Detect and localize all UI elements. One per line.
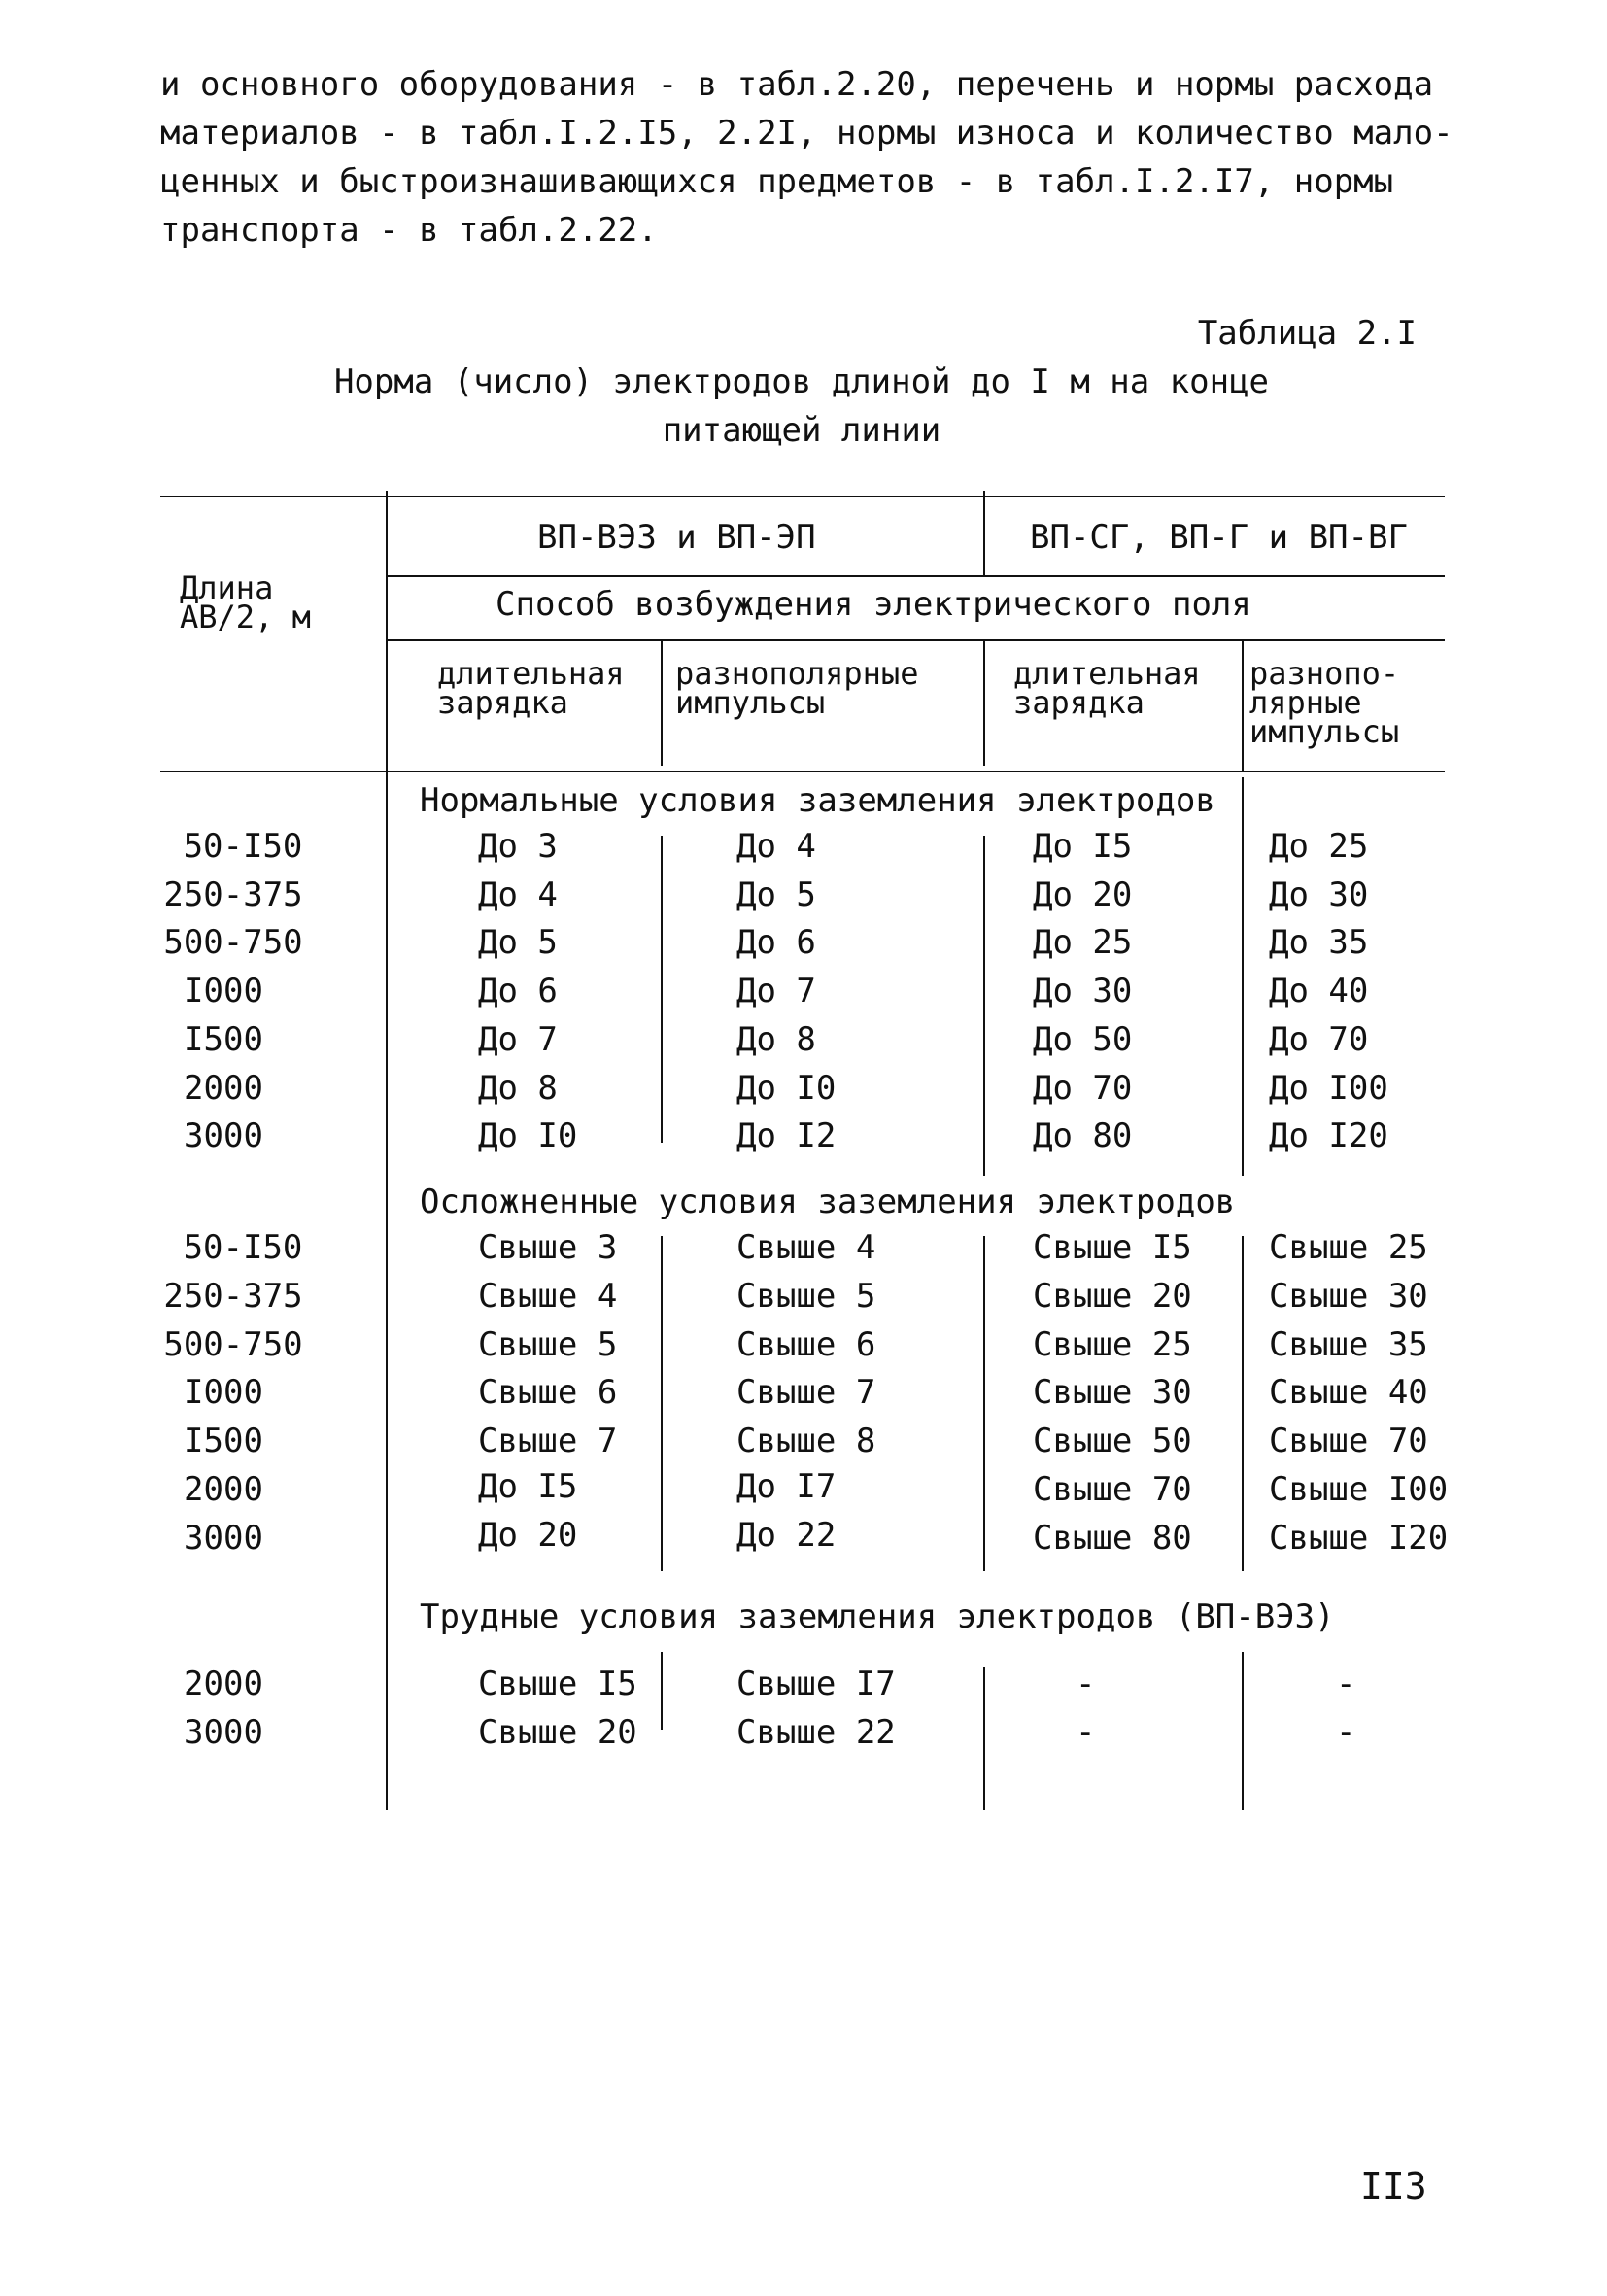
table-cell: Свыше 25: [1269, 1228, 1428, 1267]
table-cell: До 30: [1033, 972, 1133, 1011]
header-group-vez: ВП-ВЭЗ и ВП-ЭП: [537, 518, 816, 557]
header-sub-pulses: разнополярные импульсы: [675, 655, 919, 721]
header-group-sg: ВП-СГ, ВП-Г и ВП-ВГ: [1030, 518, 1408, 557]
table-cell: Свыше I20: [1269, 1519, 1449, 1558]
table-cell: Свыше 7: [478, 1422, 618, 1460]
table-cell: До 4: [736, 827, 816, 866]
table-cell: -: [1336, 1713, 1356, 1752]
table-cell: До I0: [736, 1069, 837, 1108]
table-cell: До 35: [1269, 923, 1369, 962]
table-cell: До I0: [478, 1116, 578, 1155]
table-cell: -: [1076, 1713, 1096, 1752]
body-divider-c1: [661, 1236, 663, 1571]
table-cell: Свыше 20: [478, 1713, 637, 1752]
table-cell: Свыше 40: [1269, 1373, 1428, 1412]
body-divider-c1: [661, 1652, 663, 1730]
table-cell: До 6: [478, 972, 558, 1011]
table-cell: Свыше I5: [1033, 1228, 1192, 1267]
body-divider-c1: [661, 836, 663, 1143]
section-title: Нормальные условия заземления электродов: [420, 781, 1215, 820]
body-divider-c2: [983, 1667, 985, 1810]
table-cell: До I5: [478, 1467, 578, 1506]
header-rule-method: [387, 639, 1445, 641]
table-cell: До 70: [1269, 1020, 1369, 1059]
body-divider-c3: [1242, 1652, 1244, 1810]
table-cell: До 5: [736, 875, 816, 914]
table-cell: До 4: [478, 875, 558, 914]
length-cell: I500: [184, 1020, 263, 1059]
table-cell: Свыше 5: [736, 1277, 876, 1316]
table-cell: До 6: [736, 923, 816, 962]
divider-length-col: [386, 491, 388, 777]
section-title: Осложненные условия заземления электродов: [420, 1182, 1236, 1221]
body-divider-length-col: [386, 772, 388, 1810]
table-cell: -: [1076, 1664, 1096, 1703]
table-cell: Свыше 4: [736, 1228, 876, 1267]
table-cell: До I5: [1033, 827, 1133, 866]
divider-sub2: [983, 639, 985, 766]
length-cell: 50-I50: [183, 1228, 303, 1267]
table-top-rule: [160, 496, 1445, 497]
length-cell: 500-750: [163, 1325, 303, 1364]
table-cell: До 22: [736, 1516, 837, 1555]
length-cell: 50-I50: [183, 827, 303, 866]
table-cell: Свыше 6: [736, 1325, 876, 1364]
divider-sub3: [1242, 639, 1244, 771]
table-cell: Свыше 8: [736, 1422, 876, 1460]
table-cell: До 30: [1269, 875, 1369, 914]
table-cell: Свыше 70: [1033, 1470, 1192, 1509]
header-sub-long-charge: длительная зарядка: [1013, 655, 1201, 721]
header-bottom-rule: [160, 771, 1445, 772]
table-cell: До 25: [1033, 923, 1133, 962]
table-cell: -: [1336, 1664, 1356, 1703]
length-cell: 2000: [184, 1470, 263, 1509]
table-cell: До 8: [736, 1020, 816, 1059]
table-cell: До 3: [478, 827, 558, 866]
table-cell: Свыше 50: [1033, 1422, 1192, 1460]
table-cell: До 7: [478, 1020, 558, 1059]
body-divider-c2: [983, 1236, 985, 1571]
table-cell: До 20: [478, 1516, 578, 1555]
table-cell: Свыше 22: [736, 1713, 896, 1752]
table-cell: Свыше 4: [478, 1277, 618, 1316]
table-cell: Свыше 7: [736, 1373, 876, 1412]
table-cell: Свыше 6: [478, 1373, 618, 1412]
table-cell: До 25: [1269, 827, 1369, 866]
table-cell: Свыше 30: [1269, 1277, 1428, 1316]
section-title: Трудные условия заземления электродов (ВП-ВЭЗ): [420, 1597, 1335, 1636]
length-cell: I000: [184, 1373, 263, 1412]
table-cell: До 20: [1033, 875, 1133, 914]
length-cell: I500: [184, 1422, 263, 1460]
body-divider-c2: [983, 836, 985, 1176]
table-cell: До 8: [478, 1069, 558, 1108]
length-cell: 3000: [184, 1116, 263, 1155]
table-number: Таблица 2.I: [1197, 314, 1417, 353]
table-caption-continued: питающей линии: [662, 411, 941, 450]
intro-line: транспорта - в табл.2.22.: [160, 211, 658, 250]
divider-sub1: [661, 639, 663, 766]
table-cell: Свыше 25: [1033, 1325, 1192, 1364]
header-rule-groups: [387, 575, 1445, 577]
table-cell: До 40: [1269, 972, 1369, 1011]
table-cell: Свыше 70: [1269, 1422, 1428, 1460]
body-divider-c3: [1242, 1236, 1244, 1571]
length-cell: 3000: [184, 1713, 263, 1752]
table-cell: Свыше 80: [1033, 1519, 1192, 1558]
header-sub-long-charge: длительная зарядка: [437, 655, 625, 721]
table-cell: До I00: [1269, 1069, 1388, 1108]
table-cell: Свыше 5: [478, 1325, 618, 1364]
table-cell: До 70: [1033, 1069, 1133, 1108]
table-cell: Свыше I5: [478, 1664, 637, 1703]
header-length: Длина АВ/2, м: [180, 569, 311, 635]
table-cell: Свыше 3: [478, 1228, 618, 1267]
length-cell: 2000: [184, 1069, 263, 1108]
header-sub-pulses: разнопо- лярные импульсы: [1249, 655, 1400, 750]
length-cell: 3000: [184, 1519, 263, 1558]
intro-line: ценных и быстроизнашивающихся предметов - в табл.I.2.I7, нормы: [160, 162, 1394, 201]
intro-line: материалов - в табл.I.2.I5, 2.2I, нормы износа и количество мало-: [160, 114, 1453, 153]
length-cell: I000: [184, 972, 263, 1011]
body-divider-c3: [1242, 777, 1244, 1176]
table-cell: До I20: [1269, 1116, 1388, 1155]
table-cell: До 5: [478, 923, 558, 962]
table-cell: До 7: [736, 972, 816, 1011]
table-cell: До I7: [736, 1467, 837, 1506]
length-cell: 500-750: [163, 923, 303, 962]
intro-line: и основного оборудования - в табл.2.20, перечень и нормы расхода: [160, 65, 1434, 104]
table-cell: Свыше I00: [1269, 1470, 1449, 1509]
length-cell: 250-375: [163, 1277, 303, 1316]
table-cell: Свыше 30: [1033, 1373, 1192, 1412]
divider-group: [983, 491, 985, 576]
table-caption: Норма (число) электродов длиной до I м на конце: [333, 362, 1270, 401]
table-cell: До I2: [736, 1116, 837, 1155]
table-cell: До 80: [1033, 1116, 1133, 1155]
page-number: II3: [1360, 2165, 1427, 2208]
table-cell: Свыше 20: [1033, 1277, 1192, 1316]
header-method: Способ возбуждения электрического поля: [496, 585, 1251, 624]
length-cell: 2000: [184, 1664, 263, 1703]
table-cell: Свыше 35: [1269, 1325, 1428, 1364]
table-cell: Свыше I7: [736, 1664, 896, 1703]
length-cell: 250-375: [163, 875, 303, 914]
table-cell: До 50: [1033, 1020, 1133, 1059]
